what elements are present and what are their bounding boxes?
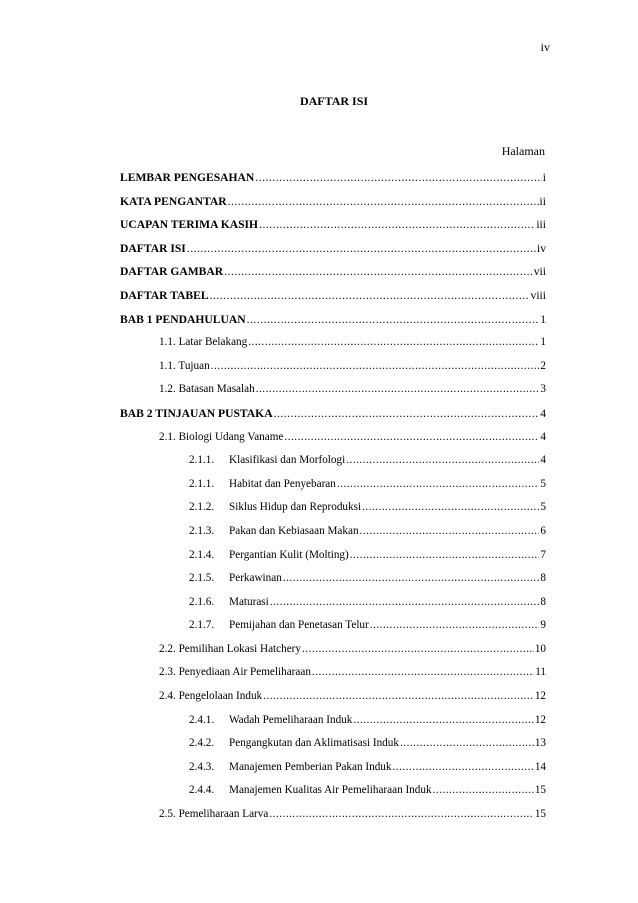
toc-entry-label: 2.2. Pemilihan Lokasi Hatchery [159,642,301,655]
toc-entry-label: BAB 1 PENDAHULUAN [120,312,246,326]
toc-entry-label: DAFTAR ISI [120,241,186,255]
toc-entry-label: KATA PENGANTAR [120,194,227,208]
toc-entry-number: 2.1.6. [189,595,215,608]
toc-entry [120,284,546,308]
toc-entry-page: vii [533,265,546,279]
toc-entry-label: 2.3. Penyediaan Air Pemeliharaan [159,666,311,679]
toc-entry [120,378,546,402]
page-column-header: Halaman [501,144,545,158]
toc-entry [120,166,546,190]
toc-entry [120,260,546,284]
toc-entry-label: Maturasi [229,595,269,608]
toc-entry-number: 2.4.1. [189,713,215,726]
toc-entry [120,732,546,756]
toc-entry-page: 6 [540,524,546,537]
toc-entry-label: 1.1. Tujuan [159,359,210,372]
toc-entry-page: 12 [534,713,546,726]
toc-entry [120,496,546,520]
table-of-contents [120,166,546,827]
toc-entry-label: 2.1. Biologi Udang Vaname [159,430,284,443]
toc-entry [120,449,546,473]
toc-entry-page: 14 [534,760,546,773]
toc-dot-leader [433,779,534,803]
document-title-text: DAFTAR ISI [299,94,369,108]
toc-dot-leader [247,308,540,332]
toc-dot-leader [302,638,534,662]
toc-dot-leader [362,496,539,520]
toc-dot-leader [392,756,533,780]
toc-entry [120,638,546,662]
toc-dot-leader [255,166,541,190]
toc-entry-number: 2.1.1. [189,454,215,467]
toc-dot-leader [346,449,539,473]
toc-entry [120,709,546,733]
toc-entry-page: iv [536,241,546,255]
toc-entry-label: Perkawinan [229,572,282,585]
toc-entry-page: i [542,171,546,184]
toc-entry-number: 2.1.1. [189,477,215,490]
toc-entry-page: 13 [534,737,546,750]
toc-dot-leader [263,685,534,709]
toc-entry-number: 2.1.7. [189,619,215,632]
toc-entry [120,213,546,237]
toc-entry [120,544,546,568]
toc-entry-label: BAB 2 TINJAUAN PUSTAKA [120,406,273,420]
toc-entry [120,190,546,214]
toc-entry-label: Pemijahan dan Penetasan Telur [229,619,369,632]
toc-entry-label: 2.4. Pengelolaan Induk [159,690,263,703]
toc-entry-page: 4 [540,454,546,467]
toc-entry-label: DAFTAR TABEL [120,288,209,302]
toc-entry-label: Manajemen Pemberian Pakan Induk [229,760,392,773]
toc-entry-label: Manajemen Kualitas Air Pemeliharaan Induk [229,784,432,797]
toc-entry-page: 15 [534,784,546,797]
toc-entry [120,237,546,261]
toc-entry [120,567,546,591]
toc-dot-leader [224,260,533,284]
toc-entry-label: Pengangkutan dan Aklimatisasi Induk [229,737,399,750]
toc-dot-leader [259,213,535,237]
toc-entry [120,756,546,780]
toc-entry-label: Habitat dan Penyebaran [229,477,336,490]
toc-dot-leader [187,237,536,261]
toc-entry [120,473,546,497]
toc-entry-label: Wadah Pemeliharaan Induk [229,713,353,726]
toc-dot-leader [283,567,540,591]
toc-entry-page: iii [536,218,546,232]
toc-entry-number: 2.4.2. [189,737,215,750]
toc-entry [120,308,546,332]
toc-entry [120,661,546,685]
document-title [0,94,638,109]
toc-entry-number: 2.1.4. [189,548,215,561]
toc-entry [120,614,546,638]
toc-entry-page: 9 [540,619,546,632]
toc-dot-leader [270,591,540,615]
toc-entry-label: UCAPAN TERIMA KASIH [120,218,259,232]
toc-entry [120,355,546,379]
toc-entry-number: 2.1.5. [189,572,215,585]
toc-entry-page: 15 [534,808,546,821]
toc-entry [120,402,546,426]
toc-entry [120,685,546,709]
toc-entry-page: viii [530,288,546,302]
toc-dot-leader [228,190,539,214]
toc-entry-number: 2.1.3. [189,524,215,537]
toc-entry-label: LEMBAR PENGESAHAN [120,171,255,184]
toc-entry-page: 4 [540,406,546,420]
toc-entry [120,520,546,544]
toc-entry-number: 2.4.4. [189,784,215,797]
toc-entry-page: 1 [540,312,546,326]
toc-entry-label: 1.1. Latar Belakang [159,336,248,349]
toc-entry [120,591,546,615]
toc-entry [120,426,546,450]
toc-entry-label: Klasifikasi dan Morfologi [229,454,346,467]
toc-entry-page: 8 [540,595,546,608]
toc-entry-page: 5 [540,477,546,490]
toc-entry-label: 2.5. Pemeliharaan Larva [159,808,269,821]
toc-dot-leader [337,473,540,497]
toc-entry-label: Siklus Hidup dan Reproduksi [229,501,362,514]
toc-dot-leader [350,544,540,568]
toc-dot-leader [312,661,534,685]
toc-entry-label: 1.2. Batasan Masalah [159,383,255,396]
toc-entry-page: 8 [540,572,546,585]
toc-entry-page: ii [539,194,546,208]
toc-entry-label: Pergantian Kulit (Molting) [229,548,349,561]
toc-dot-leader [211,355,540,379]
toc-entry [120,331,546,355]
toc-dot-leader [274,402,540,426]
toc-entry [120,779,546,803]
toc-entry [120,803,546,827]
toc-entry-page: 12 [534,690,546,703]
toc-dot-leader [284,426,539,450]
toc-dot-leader [269,803,533,827]
toc-entry-page: 3 [540,383,546,396]
toc-entry-page: 1 [540,336,546,349]
toc-dot-leader [370,614,540,638]
toc-dot-leader [210,284,530,308]
toc-entry-page: 5 [540,501,546,514]
toc-entry-page: 4 [540,430,546,443]
toc-entry-label: DAFTAR GAMBAR [120,265,224,279]
toc-dot-leader [248,331,539,355]
toc-entry-page: 2 [540,359,546,372]
toc-dot-leader [256,378,540,402]
page-number: iv [540,40,550,54]
toc-dot-leader [400,732,534,756]
toc-entry-page: 10 [534,642,546,655]
toc-entry-number: 2.1.2. [189,501,215,514]
toc-dot-leader [353,709,533,733]
toc-entry-page: 11 [535,666,546,679]
toc-entry-page: 7 [540,548,546,561]
toc-entry-label: Pakan dan Kebiasaan Makan [229,524,359,537]
toc-entry-number: 2.4.3. [189,760,215,773]
toc-dot-leader [360,520,540,544]
